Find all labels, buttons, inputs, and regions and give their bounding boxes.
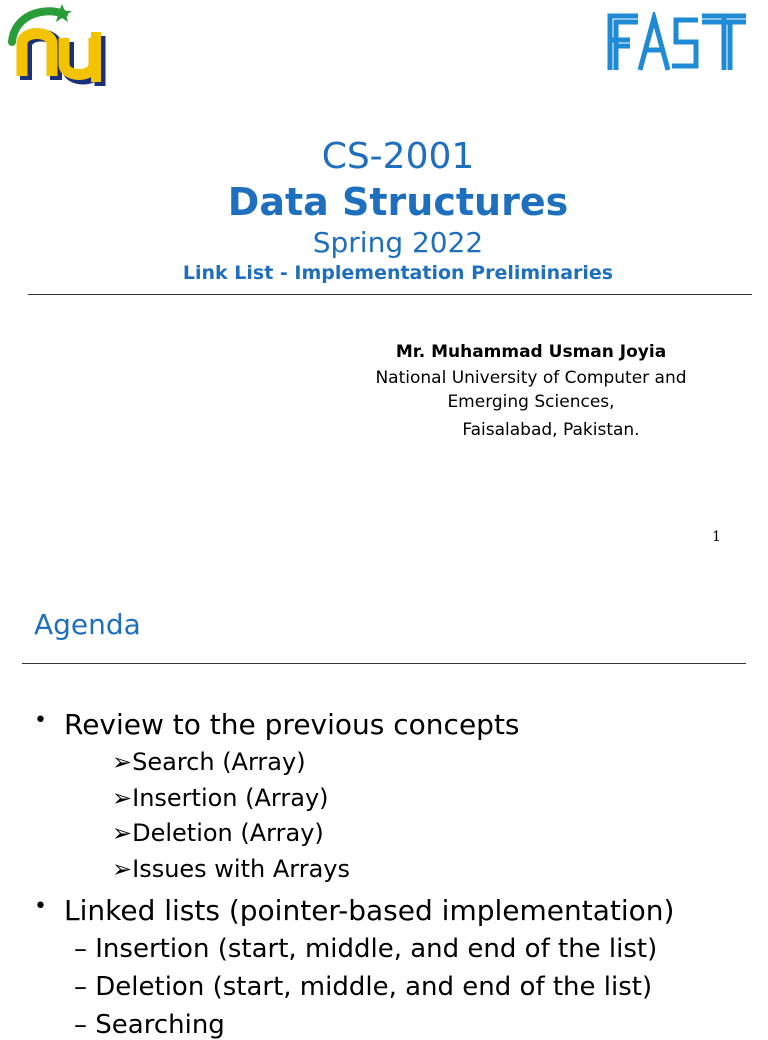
arrow-bullet-icon: ➢ — [112, 855, 133, 883]
course-title: Data Structures — [227, 180, 569, 224]
agenda-item-review: Review to the previous concepts — [64, 708, 520, 741]
slide-2 — [0, 568, 768, 1040]
affiliation-line-3: Faisalabad, Pakistan. — [462, 420, 640, 440]
list-item — [112, 855, 350, 883]
nu-logo-icon — [4, 2, 114, 88]
arrow-bullet-icon: ➢ — [112, 784, 133, 812]
list-item — [74, 934, 657, 964]
term: Spring 2022 — [312, 226, 484, 259]
page-number: 1 — [712, 529, 721, 545]
title-divider — [28, 294, 752, 295]
list-item — [112, 819, 324, 847]
sub-item-label: Searching — [95, 1010, 225, 1040]
sub-item-label: Issues with Arrays — [132, 855, 350, 883]
bullet-dot-icon: • — [34, 894, 47, 919]
arrow-bullet-icon: ➢ — [112, 748, 133, 776]
sub-item-label: Deletion (start, middle, and end of the list) — [95, 972, 653, 1002]
instructor-name: Mr. Muhammad Usman Joyia — [395, 342, 667, 362]
sub-item-label: Insertion (start, middle, and end of the list) — [95, 934, 658, 964]
agenda-heading: Agenda — [34, 608, 141, 641]
list-item — [74, 1010, 225, 1040]
arrow-bullet-icon: ➢ — [112, 819, 133, 847]
course-code: CS-2001 — [321, 136, 475, 177]
sub-item-label: Search (Array) — [132, 748, 306, 776]
affiliation-line-1: National University of Computer and — [375, 368, 687, 388]
dash-bullet-icon: – — [74, 972, 96, 1002]
agenda-item-linked-lists: Linked lists (pointer-based implementation) — [64, 894, 675, 927]
affiliation-line-2: Emerging Sciences, — [447, 392, 615, 412]
dash-bullet-icon: – — [74, 1010, 96, 1040]
agenda-divider — [22, 663, 746, 664]
sub-item-label: Insertion (Array) — [132, 784, 329, 812]
subtitle: Link List - Implementation Preliminaries — [182, 262, 614, 284]
sub-item-label: Deletion (Array) — [132, 819, 324, 847]
dash-bullet-icon: – — [74, 934, 96, 964]
list-item — [112, 748, 306, 776]
list-item — [112, 784, 329, 812]
bullet-dot-icon: • — [34, 708, 47, 733]
list-item — [74, 972, 652, 1002]
fast-logo-icon — [606, 12, 750, 74]
